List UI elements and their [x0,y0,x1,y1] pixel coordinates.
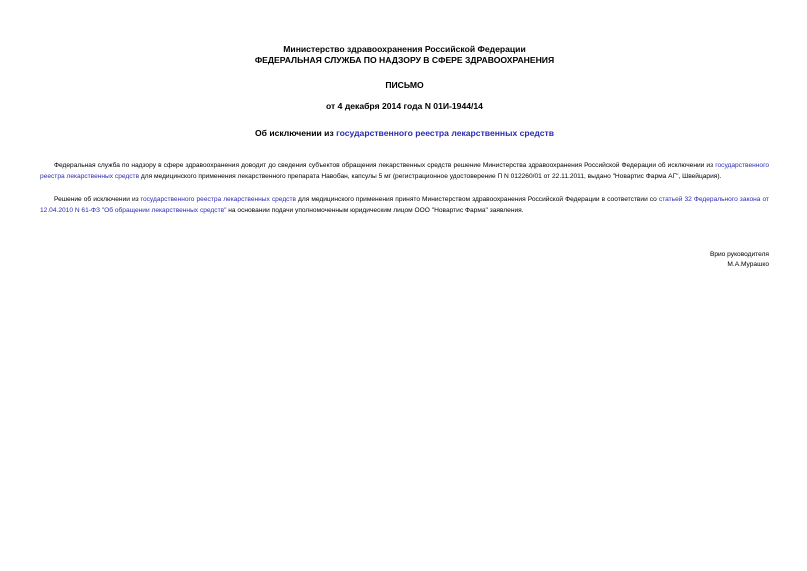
subject-prefix: Об исключении из [254,128,337,138]
document-date-number: от 4 декабря 2014 года N 01И-1944/14 [326,101,483,111]
paragraph2-text-3: на основании подачи уполномоченным юридическим лицом ООО "Новартис Фарма" заявления. [226,207,524,215]
signature-position: Врио руководителя [709,251,769,258]
paragraph2-text-2: для медицинского применения принято Министерством здравоохранения Российской Федерации в соответствии со [296,195,659,203]
subject-registry-link[interactable]: государственного реестра лекарственных средств [336,128,555,138]
document-page [40,44,769,217]
ministry-name: Министерство здравоохранения Российской Федерации [283,44,526,54]
document-subject [40,128,769,138]
paragraph2-registry-link[interactable]: государственного реестра лекарственных средств [140,195,296,203]
paragraph-decision [40,194,769,217]
paragraph-notice [40,160,769,183]
document-header [40,44,769,66]
paragraph2-text-1: Решение об исключении из [54,195,141,203]
signature-name: М.А.Мурашко [727,261,769,268]
document-type: ПИСЬМО [385,80,424,90]
paragraph1-text-2: для медицинского применения лекарственного препарата Навобан, капсулы 5 мг (регистрационное удостоверение П N 012260/01 от 22.11.2011, выдано "Новартис Фарма АГ", Швейцария). [139,173,722,181]
paragraph2-law-link[interactable]: статьей 32 Федерального закона от 12.04.2010 N 61-ФЗ "Об обращении лекарственных средств" [40,195,769,215]
signature-block [710,250,769,270]
paragraph1-text-1: Федеральная служба по надзору в сфере здравоохранения доводит до сведения субъектов обращения лекарственных средств решение Министерства здравоохранения Российской Федерации об исключении из [54,162,716,169]
service-name: ФЕДЕРАЛЬНАЯ СЛУЖБА ПО НАДЗОРУ В СФЕРЕ ЗДРАВООХРАНЕНИЯ [254,55,555,65]
paragraph1-registry-link[interactable]: государственного реестра лекарственных средств [40,162,769,181]
